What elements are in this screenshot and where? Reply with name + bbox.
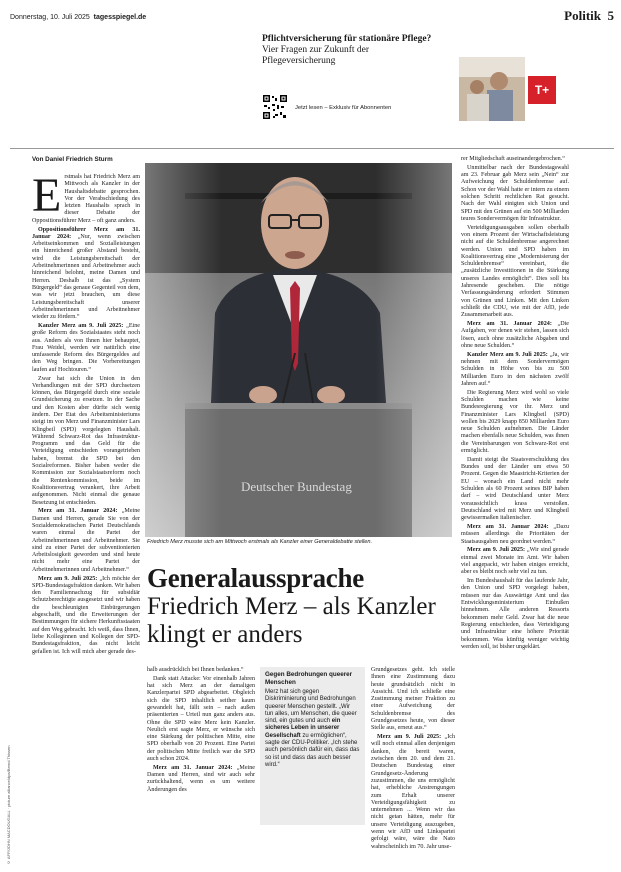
drop-cap: E (32, 169, 62, 222)
info-box (260, 667, 365, 825)
teaser-title: Pflichtversicherung für stationäre Pflege? (262, 34, 432, 44)
article-column-5: rer Mitgliedschaft auseinandergebrochen.“ Unmittelbar nach der Bundestagswahl am 23. Februar gab Merz sein „Nein“ zur Aufweichung der Schuldenbremse auf. Schon vor der Wahl hatte er intern zu einem solchen Schritt rechtlichen Rat gesucht. Nach der Wahl einigten sich Union und SPD mit den Grünen auf ein 500 Milliarden teures Sondervermögen für Infrastruktur. Verteidigungsausgaben sollen oberhalb von einem Prozent der Wirtschaftsleistung nicht auf die Schuldenbremse angerechnet werden. Union und SPD haben im Koalitionsvertrag eine „Modernisierung der Schuldenbremse“ vereinbart, die „zusätzliche Investitionen in die Stärkung unseres Landes ermöglicht“. Dies soll bis Jahresende geschehen. Die nötige Verfassungsänderung erfordert Stimmen von Grünen und Linken. Mit den Linken schließt die CDU, wie mit der AfD, jede Zusammenarbeit aus. Merz am 31. Januar 2024: „Die Aufgaben, vor denen wir stehen, lassen sich lösen, auch ohne zusätzliche Abgaben und ohne neue Schulden.“ Kanzler Merz am 9. Juli 2025: „Ja, wir nehmen mit dem Sondervermögen Schulden in Höhe von bis zu 500 Milliarden Euro in den nächsten zwölf Jahren auf.“ Die Regierung Merz wird wohl so viele Schulden machen wie keine Bundesregierung vor ihr. Merz und Finanzminister Lars Klingbeil (SPD) wollen bis 2029 knapp 850 Milliarden Euro neue Schulden aufnehmen. Die Länder machen ebenfalls neue Schulden, was ihnen die Vereinbarungen von Schwarz-Rot erst ermöglicht. Damit steigt die Staatsverschuldung des Bundes und der Länder um etwa 50 Prozent. Gegen die Maastricht-Kriterien der EU – wonach ein Land nicht mehr Schulden als 60 Prozent seines BIP haben darf – wird Deutschland unter Merz voraussichtlich krass verstoßen. Deutschland wird mit Merz und Klingbeil gewissermaßen italienischer. Merz am 31. Januar 2024: „Dazu müssen allerdings die Prioritäten der Staatsausgaben neu geordnet werden.“ Merz am 9. Juli 2025: „Wir sind gerade einmal zwei Monate im Amt. Wir haben viel angepackt, wir haben einiges erreicht, aber es bleibt noch sehr viel zu tun. Im Bundeshaushalt für das laufende Jahr, den Union und SPD vorgelegt haben, müssen nur das Auswärtige Amt und das Entwicklungsministerium Einbußen hinnehmen. Alle anderen Ressorts bekommen mehr Geld. Zwar hat die neue Regierung entschieden, dass Verteidigung und Infrastruktur eine höhere Priorität bekommen. Was künftig weniger wichtig werden soll, ist bisher ungeklärt. (461, 156, 569, 650)
teaser-subtitle: Vier Fragen zur Zukunft der Pflegeversicherung (262, 45, 370, 66)
lectern-sign: Deutscher Bundestag (241, 479, 352, 494)
article-column-2: halb ausdrücklich bei Ihnen bedanken.“ Dank statt Attacke: Vor einenhalb Jahren hat sich Merz an der damaligen Kanzlerpartei SPD abgearbeitet. Obgleich sich die SPD inhaltlich seither kaum gewandelt hat, fällt sein – nach außen präsentierten – Urteil nun ganz anders aus. Ohne die SPD wäre Merz kein Kanzler. Neulich erst sagte Merz, er wünsche sich eine Stärkung der politischen Mitte, eine SPD oberhalb von 20 Prozent. Eine Partei der politischen Mitte freilich war die SPD auch schon 2024. Merz am 31. Januar 2024: „Meine Damen und Herren, sind wir auch sehr zurückhaltend, wenn es um weitere Änderungen des (147, 667, 256, 793)
header-date: Donnerstag, 10. Juli 2025 tagesspiegel.de (10, 14, 147, 21)
header-divider (10, 148, 614, 149)
header-section: Politik 5 (564, 8, 614, 23)
article-column-1: Erstmals hat Friedrich Merz am Mittwoch als Kanzler in der Haushaltsdebatte gesprochen. Vor der Verabschiedung des letzten Haushalts sprach in dieser Debatte der Oppositionsführer Merz – oft ganz anders. Oppositionsführer Merz am 31. Januar 2024: „Nur, wenn zwischen Arbeitseinkommen und Sozialleistungen ein hinreichend großer Abstand besteht, wird die Leistungsbereitschaft der Arbeitnehmerinnen und Arbeitnehmer auch hinreichend belohnt, meine Damen und Herren. Deshalb ist das „System Bürgergeld“ das genaue Gegenteil von dem, was wir jetzt brauchen, um diese Leistungsbereitschaft unserer Arbeitnehmerinnen und Arbeitnehmer wieder zu fördern.“ Kanzler Merz am 9. Juli 2025: „Eine große Reform des Sozialstaates steht noch aus. Anders als von Ihnen hier behauptet, Frau Weidel, werden wir natürlich eine umfassende Reform des Bürgergeldes auf den Weg bringen. Die Vorbereitungen laufen auf Hochtouren.“ Zwar hat sich die Union in den Verhandlungen mit der SPD durchsetzen können, das Bürgergeld durch eine soziale Grundsicherung zu ersetzen. In der Sache und den Kosten aber dürfte sich wenig ändern. Der Etat des Arbeitsministeriums steigt im von Merz und Finanzminister Lars Klingbeil (SPD) vorgelegten Haushalt. Während Schwarz-Rot das Infrastruktur-Programm und das Geld für die Verteidigung entschieden vorangetrieben haben, bremst die SPD bei den Sozialreformen. Bisher haben weder die Kommission zur Sozialstaatsreform noch die Rentenkommission, beide im Koalitionsvertrag verankert, ihre Arbeit aufgenommen. Nicht einmal die genaue Besetzung ist entschieden. Merz am 31. Januar 2024: „Meine Damen und Herren, gerade Sie von der Sozialdemokratischen Partei Deutschlands waren einmal die Partei der Arbeitnehmerinnen und Arbeitnehmer. Sie sind zu einer Partei der subventionierten Arbeitslosigkeit geworden und sind heute nicht mehr eine Partei der Arbeitnehmerinnen und Arbeitnehmer.“ Merz am 9. Juli 2025: „Ich möchte der SPD-Bundestagsfraktion danken. Wir haben den Familiennachzug für subsidiär Schutzberechtigte ausgesetzt und wir haben die beschleunigten Einbürgerungen abgeschafft, und die Erweiterungen der Bestimmungen für sichere Herkunftsstaaten auf den Weg gebracht. Ich weiß, dass Ihnen, liebe Kolleginnen und Kollegen der SPD-Bundestagsfraktion, das nicht leicht gefallen ist. Ich will mich aber gerade des- (32, 169, 141, 655)
qr-code-icon (262, 94, 288, 120)
headline-kicker: Generalaussprache (147, 563, 364, 593)
teaser[interactable] (262, 34, 618, 124)
header-site: tagesspiegel.de (93, 14, 147, 21)
teaser-thumbnail (459, 57, 525, 121)
article-photo (145, 163, 452, 537)
photo-caption: Friedrich Merz musste sich am Mittwoch erstmals als Kanzler einer Generaldebatte stellen. (147, 539, 373, 545)
info-box-body: Merz hat sich gegen Diskriminierung und Bedrohungen queerer Menschen gestellt. „Wir tun alles, um Menschen, die queer sind, ein gutes und auch ein sicheres Leben in unserer Gesellschaft zu ermöglichen“, sagte der CDU-Politiker. „Ich stehe auch persönlich dafür ein, dass das so ist und dass das auch besser wird.“ (265, 689, 360, 768)
page-header (10, 8, 614, 32)
article-column-4: Grundgesetzes geht. Ich stelle Ihnen eine Zustimmung dazu heute grundsätzlich nicht in Aussicht. Und ich schließe eine Zustimmung meiner Fraktion zu einer Aufweichung der Schuldenbremse des Grundgesetzes heute, von dieser Stelle aus, erneut aus.“ Merz am 9. Juli 2025: „Ich will noch einmal allen denjenigen danken, die bereit waren, zwischen dem 20. und dem 21. Deutschen Bundestag einer Grundgesetz-Änderung zuzustimmen, die uns ermöglicht hat, erhebliche Anstrengungen zum Erhalt unserer Verteidigungsfähigkeit zu unternehmen ... Wenn wir das nicht getan hätten, mehr für unsere Verteidigung auszugeben, wenn wir AfD und Linkspartei gefolgt wäre, wäre die Nato wahrscheinlich im 70. Jahr unse- (371, 667, 455, 850)
premium-badge: T+ (528, 76, 556, 104)
photo-credit: © AFP/JOHN MACDOUGALL · picture alliance/dpa/Bernd Thissen (6, 745, 11, 865)
headline-main: Friedrich Merz – als Kanzler klingt er anders (147, 593, 436, 648)
teaser-cta[interactable]: Jetzt lesen – Exklusiv für Abonnenten (295, 105, 392, 111)
info-box-title: Gegen Bedrohungen queerer Menschen (265, 671, 353, 686)
byline: Von Daniel Friedrich Sturm (32, 156, 113, 163)
